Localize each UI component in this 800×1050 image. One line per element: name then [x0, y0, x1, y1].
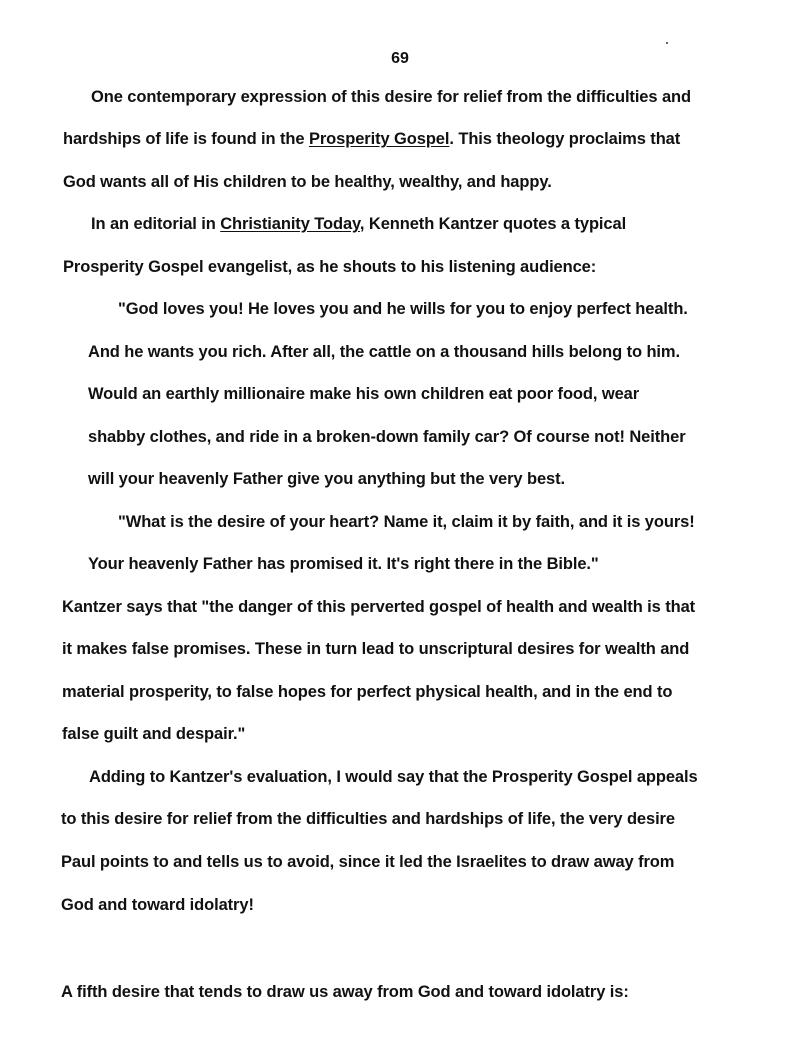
paragraph-1-line-1: [91, 88, 691, 107]
text-span: false guilt and despair.": [62, 725, 246, 743]
scan-speck: [666, 42, 668, 44]
paragraph-2-line-1: [91, 215, 626, 234]
text-span: . This theology proclaims that: [449, 130, 681, 148]
quote-1-line-2: [88, 343, 680, 362]
text-span: shabby clothes, and ride in a broken-down family car? Of course not! Neither: [88, 428, 686, 446]
text-span: God wants all of His children to be healthy, wealthy, and happy.: [63, 173, 552, 191]
text-span: Your heavenly Father has promised it. It's right there in the Bible.": [88, 555, 599, 573]
text-span: it makes false promises. These in turn lead to unscriptural desires for wealth and: [62, 640, 690, 658]
paragraph-5-line-1: [61, 983, 629, 1002]
text-span: material prosperity, to false hopes for perfect physical health, and in the end to: [62, 683, 673, 701]
paragraph-4-line-3: [61, 853, 674, 872]
paragraph-2-line-2: [63, 258, 596, 277]
paragraph-4-line-2: [61, 810, 675, 829]
paragraph-1-line-2: [63, 130, 680, 149]
text-span: "God loves you! He loves you and he wills for you to enjoy perfect health.: [118, 300, 688, 318]
text-span: will your heavenly Father give you anything but the very best.: [88, 470, 565, 488]
quote-2-line-1: [118, 513, 695, 532]
quote-2-line-2: [88, 555, 599, 574]
quote-1-line-3: [88, 385, 639, 404]
text-span: hardships of life is found in the: [63, 130, 309, 148]
text-span: Paul points to and tells us to avoid, since it led the Israelites to draw away from: [61, 853, 675, 871]
prosperity-gospel-underlined: Prosperity Gospel: [308, 130, 450, 148]
text-span: Would an earthly millionaire make his own children eat poor food, wear: [88, 385, 640, 403]
text-span: to this desire for relief from the difficulties and hardships of life, the very desire: [61, 810, 675, 828]
page-number: 69: [391, 50, 409, 67]
text-span: God and toward idolatry!: [61, 896, 254, 914]
text-span: "What is the desire of your heart? Name it, claim it by faith, and it is yours!: [118, 513, 695, 531]
quote-1-line-5: [88, 470, 565, 489]
paragraph-1-line-3: [63, 173, 552, 192]
paragraph-3-line-2: [62, 640, 689, 659]
text-span: Kantzer says that "the danger of this perverted gospel of health and wealth is that: [62, 598, 696, 616]
text-span: Adding to Kantzer's evaluation, I would say that the Prosperity Gospel appeals: [89, 768, 698, 786]
quote-1-line-1: [118, 300, 688, 319]
paragraph-3-line-4: [62, 725, 245, 744]
text-span: One contemporary expression of this desire for relief from the difficulties and: [91, 88, 691, 106]
paragraph-3-line-1: [62, 598, 695, 617]
text-span: In an editorial in: [91, 215, 221, 233]
christianity-today-underlined: Christianity Today: [220, 215, 360, 233]
text-span: A fifth desire that tends to draw us away from God and toward idolatry is:: [61, 983, 629, 1001]
quote-1-line-4: [88, 428, 686, 447]
text-span: , Kenneth Kantzer quotes a typical: [359, 215, 627, 233]
text-span: Prosperity Gospel evangelist, as he shouts to his listening audience:: [63, 258, 597, 276]
paragraph-3-line-3: [62, 683, 672, 702]
paragraph-4-line-4: [61, 896, 254, 915]
paragraph-4-line-1: [89, 768, 698, 787]
text-span: And he wants you rich. After all, the cattle on a thousand hills belong to him.: [88, 343, 680, 361]
